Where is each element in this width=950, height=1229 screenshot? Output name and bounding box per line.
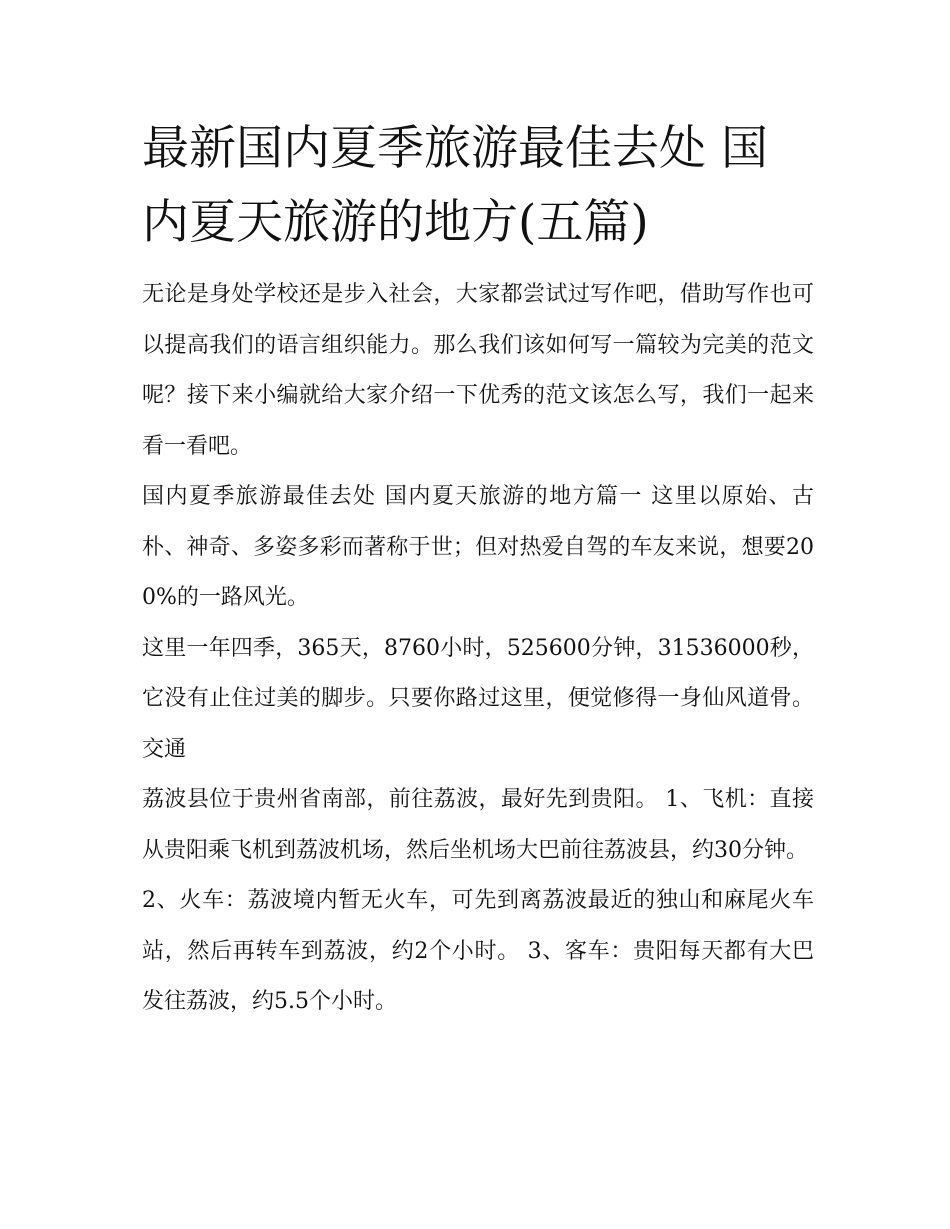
paragraph-transport-train-bus: 2、火车：荔波境内暂无火车，可先到离荔波最近的独山和麻尾火车站，然后再转车到荔波，约2个小时。 3、客车：贵阳每天都有大巴发往荔波，约5.5个小时。 — [142, 888, 814, 1014]
paragraph-destination: 国内夏季旅游最佳去处 国内夏天旅游的地方篇一 这里以原始、古朴、神奇、多姿多彩而著称于世；但对热爱自驾的车友来说，想要200%的一路风光。 — [142, 484, 814, 610]
document-title: 最新国内夏季旅游最佳去处 国内夏天旅游的地方(五篇) — [142, 121, 768, 250]
paragraph-seasons: 这里一年四季，365天，8760小时，525600分钟，31536000秒，它没有止住过美的脚步。只要你路过这里，便觉修得一身仙风道骨。 交通 — [142, 635, 814, 762]
document-body — [142, 270, 814, 1028]
paragraph-intro: 无论是身处学校还是步入社会，大家都尝试过写作吧，借助写作也可以提高我们的语言组织能力。那么我们该如何写一篇较为完美的范文呢？接下来小编就给大家介绍一下优秀的范文该怎么写，我们一起来看一看吧。 — [142, 282, 814, 459]
paragraph-transport-flight: 荔波县位于贵州省南部，前往荔波，最好先到贵阳。 1、飞机：直接从贵阳乘飞机到荔波机场，然后坐机场大巴前往荔波县，约30分钟。 — [142, 787, 814, 863]
document-page — [142, 112, 814, 1028]
